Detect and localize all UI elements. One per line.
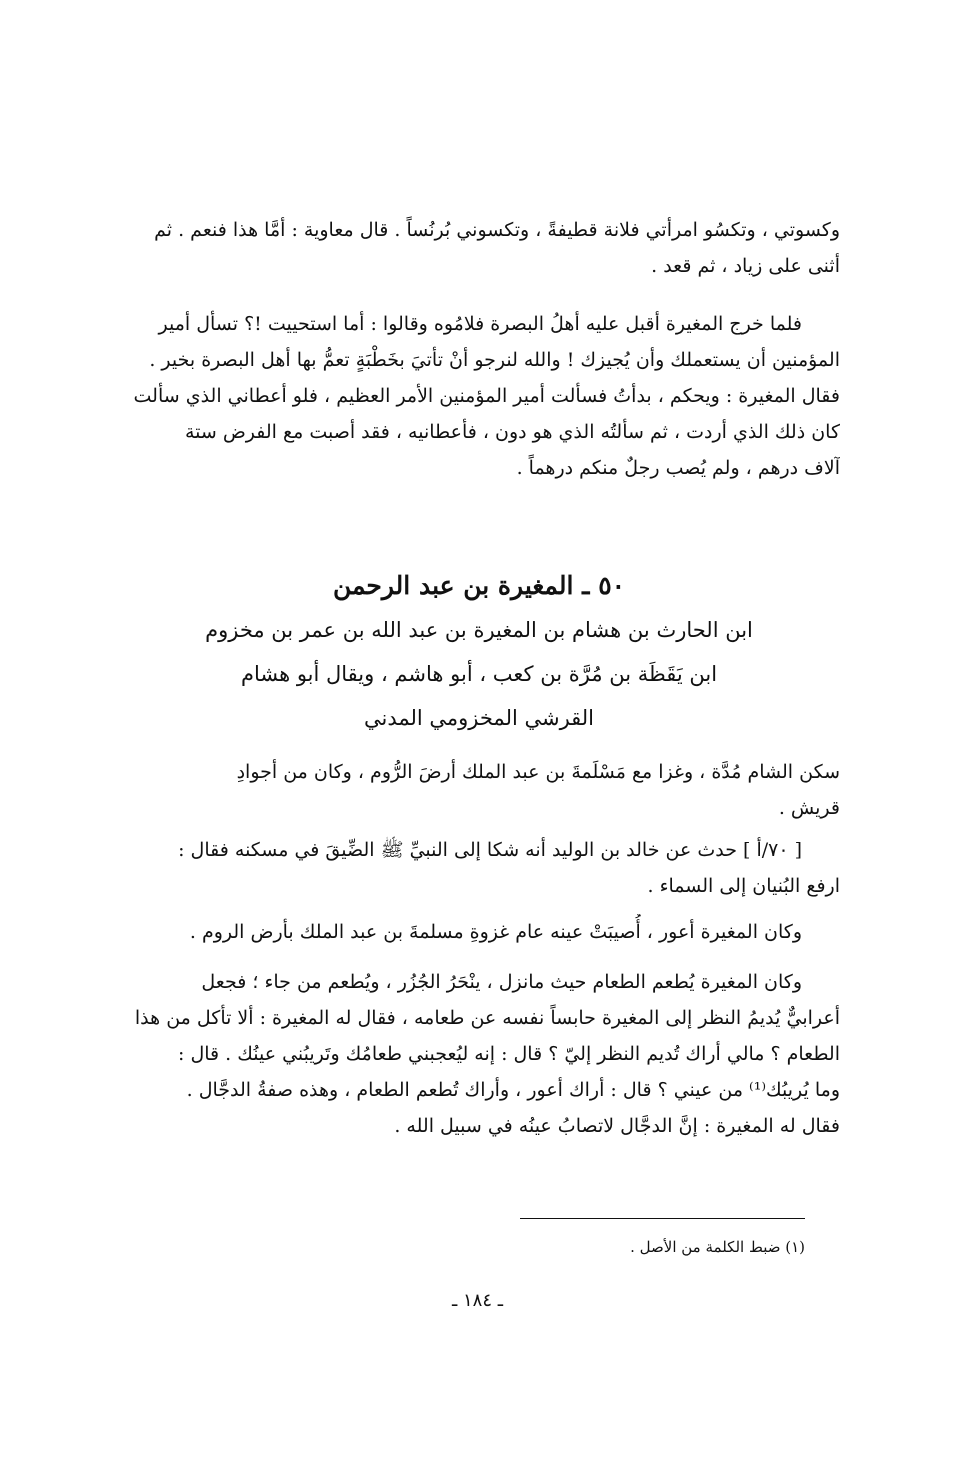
- text-line: فقال المغيرة : ويحكم ، بدأتُ فسألت أمير المؤمنين الأمر العظيم ، فلو أعطاني الذي سألت: [133, 385, 840, 407]
- paragraph-ziyad: [118, 212, 840, 284]
- text-line: ارفع البُنيان إلى السماء .: [647, 875, 840, 897]
- text-line: فلما خرج المغيرة أقبل عليه أهلُ البصرة فلامُوه وقالوا : أما استحييت !؟ تسأل أمير: [158, 313, 802, 335]
- paragraph-basra: [118, 306, 840, 486]
- text-line: وكسوتي ، وتكسُو امرأتي فلانة قطيفةً ، وتكسوني بُرنُساً . قال معاوية : أمَّا هذا فنعم . ثم: [154, 219, 840, 241]
- text-line: قريش .: [778, 797, 840, 819]
- biography-heading: [118, 564, 840, 740]
- lineage-line: القرشي المخزومي المدني: [363, 706, 595, 730]
- text-line: [ ٧٠/أ ] حدث عن خالد بن الوليد أنه شكا إلى النبيِّ ﷺ الضِّيقَ في مسكنه فقال :: [178, 839, 802, 861]
- text-line: سكن الشام مُدَّة ، وغزا مع مَسْلَمةَ بن عبد الملك أرضَ الرُّوم ، وكان من أجوادِ: [236, 761, 840, 783]
- paragraph-hadith: [118, 832, 840, 904]
- text-line: وما يُريبُك⁽¹⁾ من عيني ؟ قال : أراك أعور ، وأراك تُطعم الطعام ، وهذه صفةُ الدجَّال .: [186, 1079, 840, 1101]
- text-line: وكان المغيرة يُطعم الطعام حيث مانزل ، ينْحَرُ الجُزُر ، ويُطعم من جاء ؛ فجعل: [201, 971, 802, 993]
- text-line: أثنى على زياد ، ثم قعد .: [651, 255, 840, 277]
- page-body: [118, 212, 840, 1144]
- paragraph-eye: [118, 914, 840, 950]
- text-line: آلاف درهم ، ولم يُصب رجلٌ منكم درهماً .: [516, 457, 840, 479]
- footnote: (١) ضبط الكلمة من الأصل .: [630, 1238, 805, 1256]
- text-line: المؤمنين أن يستعملك وأن يُجيزك ! والله لنرجو أنْ تأتيَ بخَطْبَةٍ تعمُّ بها أهل البصرة بخير .: [149, 349, 840, 371]
- text-line: الطعام ؟ مالي أراك تُديم النظر إليّ ؟ قال : إنه ليُعجبني طعامُك وتَريبُني عينُك . قال :: [178, 1043, 840, 1065]
- section-title: ٥٠ ـ المغيرة بن عبد الرحمن: [332, 571, 626, 600]
- footnote-divider: [520, 1218, 805, 1219]
- text-line: أعرابيٌّ يُديمُ النظر إلى المغيرة حابساً نفسه عن طعامه ، فقال له المغيرة : ألا تأكل من هذا: [134, 1007, 840, 1029]
- lineage-line: ابن الحارث بن هشام بن المغيرة بن عبد الله بن عمر بن مخزوم: [205, 618, 753, 642]
- text-line: وكان المغيرة أعور ، أُصيبَتْ عينه عام غزوةِ مسلمةَ بن عبد الملك بأرض الروم .: [189, 921, 802, 943]
- page-number: ـ ١٨٤ ـ: [451, 1290, 503, 1311]
- text-line: فقال له المغيرة : إنَّ الدجَّال لاتصابُ عينُه في سبيل الله .: [394, 1115, 840, 1137]
- paragraph-bedouin: [118, 964, 840, 1144]
- lineage-line: ابن يَقَظَة بن مُرَّة بن كعب ، أبو هاشم ، ويقال أبو هشام: [240, 662, 718, 686]
- paragraph-sham: [118, 754, 840, 826]
- text-line: كان ذلك الذي أردت ، ثم سألتُه الذي هو دون ، فأعطانيه ، فقد أصبت مع الفرض ستة: [184, 421, 840, 443]
